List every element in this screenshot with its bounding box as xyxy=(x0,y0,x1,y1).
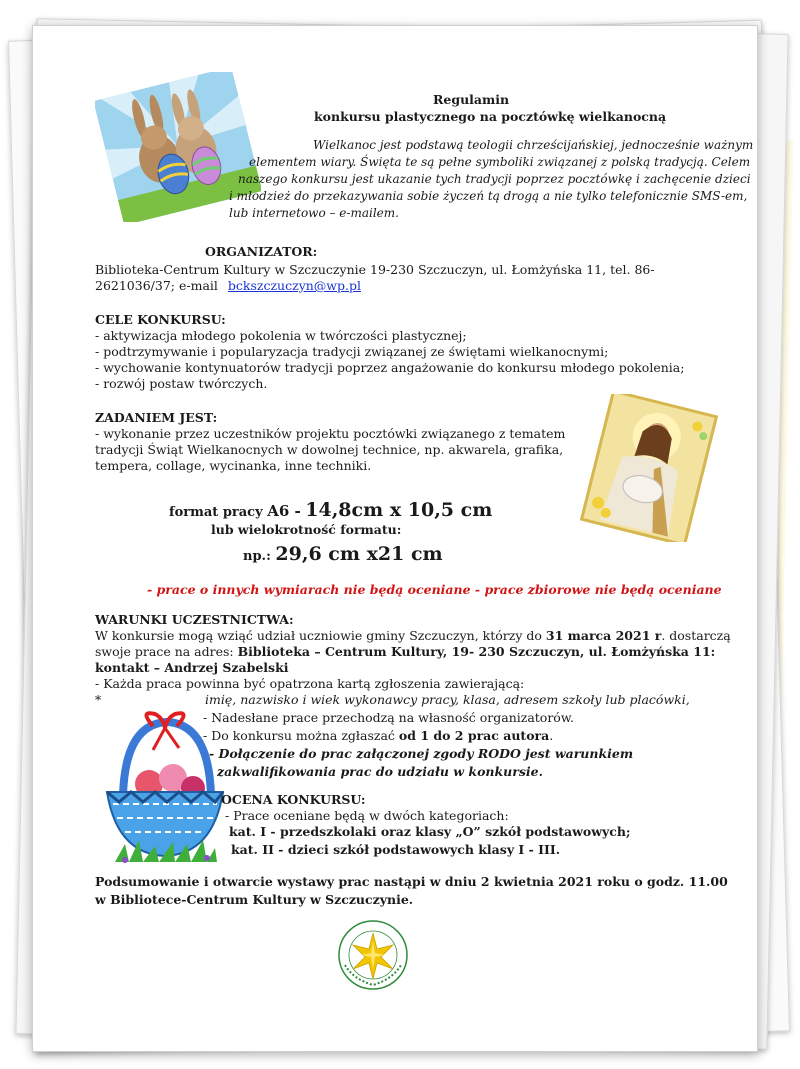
works-limit: od 1 do 2 prac autora xyxy=(398,728,550,743)
organizer-line: Biblioteka-Centrum Kultury w Szczuczynie 19-230 Szczuczyn, ul. Łomżyńska 11, tel. 86- xyxy=(95,262,655,277)
task-line: - wykonanie przez uczestników projektu pocztówki związanego z tematem xyxy=(95,426,566,441)
task-line: tradycji Świąt Wielkanocnych w dowolnej technice, np. akwarela, grafika, xyxy=(95,442,564,457)
bullet-marker: * xyxy=(95,692,102,707)
organizer-line xyxy=(95,278,361,294)
intro-line: elementem wiary. Święta te są pełne symboliki związanej z polską tradycją. Celem xyxy=(249,155,751,169)
format-np-size: 29,6 cm x21 cm xyxy=(275,543,443,565)
conditions-text: . xyxy=(549,728,554,743)
organizer-line-text: 2621036/37; e-mail xyxy=(95,278,218,293)
goal-item: - aktywizacja młodego pokolenia w twórczości plastycznej; xyxy=(95,328,467,343)
jesus-with-lamb-image xyxy=(568,394,730,542)
rating-category-2: kat. II - dzieci szkół podstawowych klasy I - III. xyxy=(231,842,561,857)
goal-item: - rozwój postaw twórczych. xyxy=(95,376,268,391)
deadline-date: 31 marca 2021 r xyxy=(545,628,662,643)
intro-line: Wielkanoc jest podstawą teologii chrześcijańskiej, jednocześnie ważnym xyxy=(313,138,754,152)
title-line-2: konkursu plastycznego na pocztówkę wielkanocną xyxy=(314,109,667,124)
rating-line: - Prace oceniane będą w dwóch kategoriach: xyxy=(225,808,509,823)
format-warning: - prace o innych wymiarach nie będą oceniane - prace zbiorowe nie będą oceniane xyxy=(147,582,722,597)
format-size: 14,8cm x 10,5 cm xyxy=(305,499,493,521)
intro-line: naszego konkursu jest ukazanie tych tradycji poprzez pocztówkę i zachęcenie dzieci xyxy=(238,172,751,186)
rodo-line: zakwalifikowania prac do udziału w konkursie. xyxy=(217,764,543,779)
conditions-line xyxy=(95,628,731,644)
format-size-name: A6 - xyxy=(267,502,301,520)
rating-category-1: kat. I - przedszkolaki oraz klasy „O” szkół podstawowych; xyxy=(229,824,631,839)
conditions-line: - Nadesłane prace przechodzą na własność organizatorów. xyxy=(203,710,575,725)
organizer-heading: ORGANIZATOR: xyxy=(205,244,318,259)
delivery-address: Biblioteka – Centrum Kultury, 19- 230 Szczuczyn, ul. Łomżyńska 11: xyxy=(237,644,716,659)
conditions-text: . dostarczą xyxy=(661,628,731,643)
rodo-line: - Dołączenie do prac załączonej zgody RODO jest warunkiem xyxy=(209,746,634,761)
title-line-1: Regulamin xyxy=(433,92,510,107)
conditions-text: W konkursie mogą wziąć udział uczniowie gminy Szczuczyn, którzy do xyxy=(95,628,542,643)
conditions-line: - Każda praca powinna być opatrzona kartą zgłoszenia zawierającą: xyxy=(95,676,525,691)
conditions-text: - Do konkursu można zgłaszać xyxy=(203,728,395,743)
conditions-text: swoje prace na adres: xyxy=(95,644,234,659)
intro-line: i młodzież do przekazywania sobie życzeń tą drogą a nie tylko telefonicznie SMS-em, xyxy=(229,189,748,203)
task-heading: ZADANIEM JEST: xyxy=(95,410,218,425)
conditions-line xyxy=(95,644,715,660)
format-np-label: np.: xyxy=(243,549,271,564)
intro-line: lub internetowo – e-mailem. xyxy=(229,206,399,220)
summary-line: w Bibliotece-Centrum Kultury w Szczuczynie. xyxy=(95,892,414,907)
conditions-line xyxy=(203,728,553,744)
email-link[interactable]: bckszczuczyn@wp.pl xyxy=(227,278,361,293)
contact-person: kontakt – Andrzej Szabelski xyxy=(95,660,289,675)
goals-heading: CELE KONKURSU: xyxy=(95,312,226,327)
easter-basket-image xyxy=(95,704,235,874)
task-line: tempera, collage, wycinanka, inne techniki. xyxy=(95,458,372,473)
format-line xyxy=(169,498,492,525)
goal-item: - podtrzymywanie i popularyzacja tradycji związanej ze świętami wielkanocnymi; xyxy=(95,344,609,359)
conditions-line: imię, nazwisko i wiek wykonawcy pracy, klasa, adresem szkoły lub placówki, xyxy=(205,692,690,707)
summary-line: Podsumowanie i otwarcie wystawy prac nastąpi w dniu 2 kwietnia 2021 roku o godz. 11.00 xyxy=(95,874,728,889)
format-or-line: lub wielokrotność formatu: xyxy=(211,522,402,537)
document-page xyxy=(32,25,758,1052)
goal-item: - wychowanie kontynuatorów tradycji poprzez angażowanie do konkursu młodego pokolenia; xyxy=(95,360,685,375)
format-label: format pracy xyxy=(169,505,263,520)
format-np-line xyxy=(243,542,443,569)
conditions-heading: WARUNKI UCZESTNICTWA: xyxy=(95,612,294,627)
rating-heading: OCENA KONKURSU: xyxy=(221,792,366,807)
library-logo-image xyxy=(333,919,413,991)
